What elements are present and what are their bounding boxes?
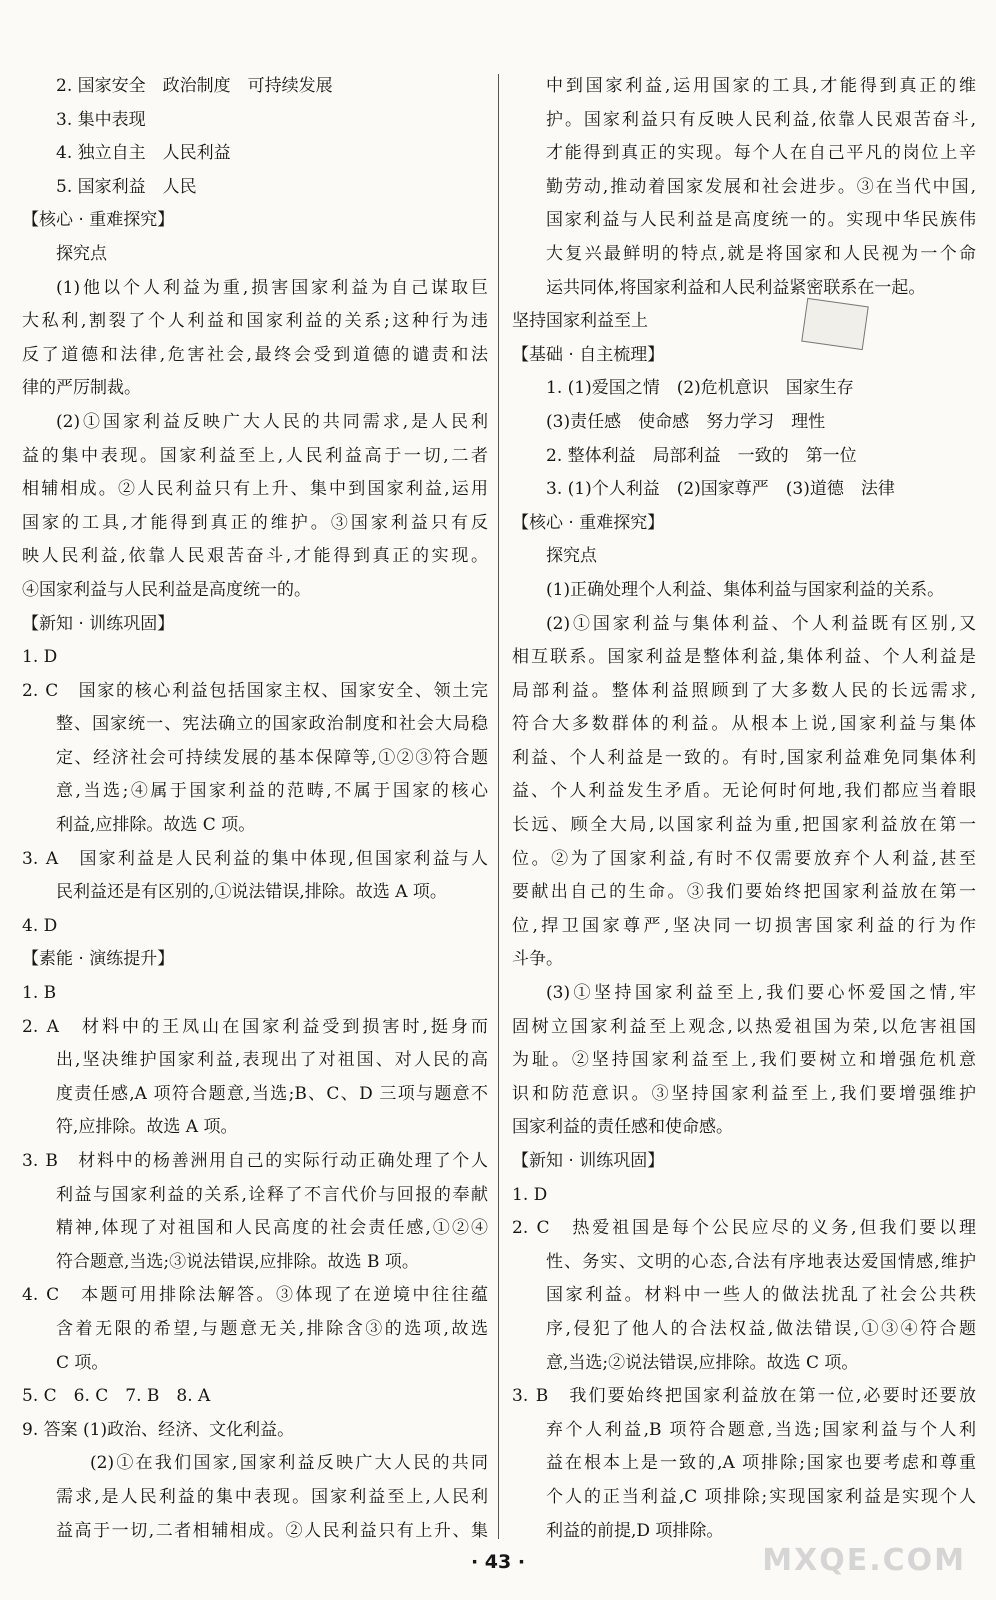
right-line: 性、务实、文明的心态,合法有序地表达爱国情感,维护 — [546, 1251, 976, 1272]
stamp-image — [801, 298, 869, 350]
right-line: 利益的前提,D 项排除。 — [546, 1520, 724, 1541]
right-line: 斗争。 — [512, 949, 563, 970]
right-line: 位。②为了国家利益,有时不仅需要放弃个人利益,甚至 — [512, 848, 976, 869]
left-line: 利益与国家利益的关系,诠释了不言代价与回报的奉献 — [56, 1184, 488, 1205]
left-line: (1)他以个人利益为重,损害国家利益为自己谋取巨 — [56, 277, 488, 298]
right-line: 要献出自己的生命。③我们要始终把国家利益放在第一 — [512, 882, 976, 903]
left-line: 定、经济社会可持续发展的基本保障等,①②③符合题 — [56, 747, 488, 768]
left-line: 1. D — [22, 647, 58, 668]
right-line: 为耻。②坚持国家利益至上,我们要树立和增强危机意 — [512, 1050, 976, 1071]
watermark: MXQE.COM — [762, 1543, 966, 1578]
left-line: 益高于一切,二者相辅相成。②人民利益只有上升、集 — [56, 1520, 488, 1541]
right-line: 序,侵犯了他人的合法权益,做法错误,①③④符合题 — [546, 1318, 976, 1339]
right-line: 坚持国家利益至上 — [512, 311, 648, 332]
left-column — [22, 70, 488, 1548]
right-line: 2. 整体利益 局部利益 一致的 第一位 — [546, 445, 857, 466]
right-line: 意,当选;②说法错误,应排除。故选 C 项。 — [546, 1352, 859, 1373]
right-line: (3)责任感 使命感 努力学习 理性 — [546, 411, 826, 432]
right-line: 【基础 · 自主梳理】 — [512, 344, 665, 365]
right-line: 位,捍卫国家尊严,坚决同一切损害国家利益的行为作 — [512, 915, 976, 936]
right-line: 相互联系。国家利益是整体利益,集体利益、个人利益是 — [512, 647, 976, 668]
left-line: 整、国家统一、宪法确立的国家政治制度和社会大局稳 — [56, 714, 488, 735]
right-line: 益在根本上是一致的,A 项排除;国家也要考虑和尊重 — [546, 1453, 976, 1474]
left-line: 反了道德和法律,危害社会,最终会受到道德的谴责和法 — [22, 344, 488, 365]
right-line: (3)①坚持国家利益至上,我们要心怀爱国之情,牢 — [546, 983, 976, 1004]
left-line: 5. C 6. C 7. B 8. A — [22, 1386, 211, 1407]
left-line: 4. C 本题可用排除法解答。③体现了在逆境中往往蕴 — [22, 1285, 488, 1306]
right-line: 长远、顾全大局,以国家利益为重,把国家利益放在第一 — [512, 815, 976, 836]
right-line: 利益、个人利益是一致的。有时,国家利益难免同集体利 — [512, 747, 976, 768]
right-line: 个人的正当利益,C 项排除;实现国家利益是实现个人 — [546, 1486, 976, 1507]
left-line: 3. A 国家利益是人民利益的集中体现,但国家利益与人 — [22, 848, 488, 869]
left-line: 大私利,割裂了个人利益和国家利益的关系;这种行为违 — [22, 311, 488, 332]
left-line: 3. B 材料中的杨善洲用自己的实际行动正确处理了个人 — [22, 1151, 488, 1171]
right-line: 3. B 我们要始终把国家利益放在第一位,必要时还要放 — [512, 1386, 976, 1407]
left-line: 【核心 · 重难探究】 — [22, 210, 175, 231]
left-line: 益的集中表现。国家利益至上,人民利益高于一切,二者 — [22, 445, 488, 466]
right-line: 护。国家利益只有反映人民利益,依靠人民艰苦奋斗, — [546, 109, 976, 130]
left-line: 符,应排除。故选 A 项。 — [56, 1117, 238, 1138]
right-line: 3. (1)个人利益 (2)国家尊严 (3)道德 法律 — [546, 479, 895, 500]
left-line: (2)①国家利益反映广大人民的共同需求,是人民利 — [56, 411, 488, 432]
left-line: 2. 国家安全 政治制度 可持续发展 — [56, 76, 333, 96]
left-line: 【新知 · 训练巩固】 — [22, 613, 175, 634]
right-line: 国家利益。材料中一些人的做法扰乱了社会公共秩 — [546, 1285, 976, 1306]
right-line: (2)①国家利益与集体利益、个人利益既有区别,又 — [546, 613, 976, 634]
right-line: 益、个人利益发生矛盾。无论何时何地,我们都应当着眼 — [512, 781, 976, 802]
left-line: 4. D — [22, 915, 58, 936]
left-line: 9. 答案 (1)政治、经济、文化利益。 — [22, 1419, 295, 1440]
right-line: 1. (1)爱国之情 (2)危机意识 国家生存 — [546, 378, 854, 399]
left-line: 1. B — [22, 983, 57, 1004]
left-line: 需求,是人民利益的集中表现。国家利益至上,人民利 — [56, 1486, 488, 1507]
right-line: 国家利益与人民利益是高度统一的。实现中华民族伟 — [546, 210, 976, 231]
right-line: 2. C 热爱祖国是每个公民应尽的义务,但我们要以理 — [512, 1218, 976, 1239]
left-line: 利益,应排除。故选 C 项。 — [56, 815, 256, 836]
left-line: 律的严厉制裁。 — [22, 378, 141, 399]
right-line: 1. D — [512, 1184, 548, 1205]
left-line: 含着无限的希望,与题意无关,排除含③的选项,故选 — [56, 1318, 488, 1339]
right-line: 识和防范意识。③坚持国家利益至上,我们要增强维护 — [512, 1083, 976, 1104]
right-line: 固树立国家利益至上观念,以热爱祖国为荣,以危害祖国 — [512, 1016, 976, 1037]
left-line: 出,坚决维护国家利益,表现出了对祖国、对人民的高 — [56, 1050, 488, 1071]
left-line: 5. 国家利益 人民 — [56, 176, 197, 197]
right-line: 大复兴最鲜明的特点,就是将国家和人民视为一个命 — [546, 243, 976, 264]
right-line: (1)正确处理个人利益、集体利益与国家利益的关系。 — [546, 579, 945, 600]
right-line: 【新知 · 训练巩固】 — [512, 1151, 665, 1171]
right-line: 勤劳动,推动着国家发展和社会进步。③在当代中国, — [546, 176, 976, 197]
left-line: 民利益还是有区别的,①说法错误,排除。故选 A 项。 — [56, 882, 447, 903]
left-line: 4. 独立自主 人民利益 — [56, 143, 231, 164]
left-line: 相辅相成。②人民利益只有上升、集中到国家利益,运用 — [22, 479, 488, 500]
left-line: 3. 集中表现 — [56, 109, 146, 130]
page-number: · 43 · — [470, 1551, 526, 1573]
right-line: 运共同体,将国家利益和人民利益紧密联系在一起。 — [546, 277, 926, 298]
left-line: C 项。 — [56, 1352, 109, 1373]
right-line: 才能得到真正的实现。每个人在自己平凡的岗位上辛 — [546, 143, 976, 164]
left-line: 度责任感,A 项符合题意,当选;B、C、D 三项与题意不 — [56, 1083, 488, 1104]
right-line: 探究点 — [546, 546, 597, 567]
left-line: 探究点 — [56, 243, 107, 264]
left-line: 2. C 国家的核心利益包括国家主权、国家安全、领土完 — [22, 680, 488, 701]
right-line: 符合大多数群体的利益。从根本上说,国家利益与集体 — [512, 714, 976, 735]
left-line: 符合题意,当选;③说法错误,应排除。故选 B 项。 — [56, 1251, 419, 1272]
right-column — [512, 70, 976, 1548]
left-line: (2)①在我们国家,国家利益反映广大人民的共同 — [90, 1453, 488, 1474]
column-divider — [498, 74, 499, 1539]
right-line: 局部利益。整体利益照顾到了大多数人民的长远需求, — [512, 680, 976, 701]
left-line: 精神,体现了对祖国和人民高度的社会责任感,①②④ — [56, 1218, 488, 1239]
left-line: ④国家利益与人民利益是高度统一的。 — [22, 579, 311, 600]
left-line: 意,当选;④属于国家利益的范畴,不属于国家的核心 — [56, 781, 488, 802]
left-line: 【素能 · 演练提升】 — [22, 949, 175, 970]
right-line: 国家利益的责任感和使命感。 — [512, 1117, 733, 1138]
right-line: 弃个人利益,B 项符合题意,当选;国家利益与个人利 — [546, 1419, 976, 1440]
right-line: 中到国家利益,运用国家的工具,才能得到真正的维 — [546, 76, 976, 96]
left-line: 映人民利益,依靠人民艰苦奋斗,才能得到真正的实现。 — [22, 546, 488, 567]
right-line: 【核心 · 重难探究】 — [512, 512, 665, 533]
left-line: 国家的工具,才能得到真正的维护。③国家利益只有反 — [22, 512, 488, 533]
left-line: 2. A 材料中的王凤山在国家利益受到损害时,挺身而 — [22, 1016, 488, 1037]
